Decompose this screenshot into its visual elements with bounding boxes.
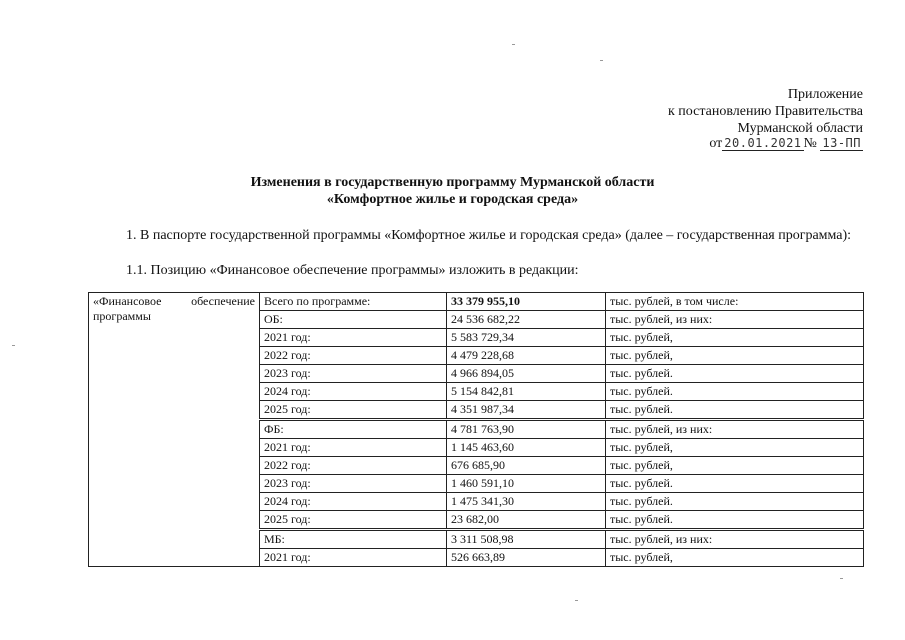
scan-speck (840, 578, 843, 579)
financing-row (89, 293, 864, 311)
source-year-cell: 2024 год: (260, 383, 447, 401)
unit-cell: тыс. рублей. (606, 365, 864, 383)
unit-cell: тыс. рублей, из них: (606, 530, 864, 549)
unit-cell: тыс. рублей, (606, 549, 864, 567)
appendix-block (668, 86, 863, 137)
appendix-line: Мурманской области (737, 121, 863, 136)
unit-cell: тыс. рублей, из них: (606, 311, 864, 329)
amount-cell: 4 966 894,05 (447, 365, 606, 383)
source-year-cell: 2021 год: (260, 439, 447, 457)
title-line: Изменения в государственную программу Мурманской области (250, 175, 655, 190)
source-year-cell: 2021 год: (260, 549, 447, 567)
unit-cell: тыс. рублей. (606, 493, 864, 511)
source-year-cell: МБ: (260, 530, 447, 549)
amount-cell: 1 145 463,60 (447, 439, 606, 457)
source-year-cell: 2021 год: (260, 329, 447, 347)
paragraph-1: 1. В паспорте государственной программы «Комфортное жилье и городская среда» (далее – государственная программа): (126, 228, 852, 243)
unit-cell: тыс. рублей, (606, 329, 864, 347)
number-prefix: № (803, 136, 817, 151)
date-value: 20.01.2021 (724, 136, 802, 150)
scan-speck (600, 60, 603, 61)
scan-speck (512, 44, 515, 45)
amount-cell: 4 781 763,90 (447, 420, 606, 439)
position-label: «Финансовое обеспечение программы (89, 293, 260, 567)
amount-cell: 33 379 955,10 (447, 293, 606, 311)
amount-cell: 4 479 228,68 (447, 347, 606, 365)
source-year-cell: 2025 год: (260, 401, 447, 420)
amount-cell: 1 475 341,30 (447, 493, 606, 511)
document-title (0, 174, 905, 208)
unit-cell: тыс. рублей, (606, 439, 864, 457)
date-prefix: от (709, 136, 723, 151)
unit-cell: тыс. рублей, (606, 347, 864, 365)
amount-cell: 526 663,89 (447, 549, 606, 567)
scan-speck (575, 600, 578, 601)
paragraph-1-1: 1.1. Позицию «Финансовое обеспечение программы» изложить в редакции: (126, 263, 579, 278)
unit-cell: тыс. рублей. (606, 475, 864, 493)
number-value: 13-ПП (822, 136, 861, 150)
source-year-cell: ОБ: (260, 311, 447, 329)
unit-cell: тыс. рублей. (606, 511, 864, 530)
source-year-cell: 2023 год: (260, 475, 447, 493)
unit-cell: тыс. рублей. (606, 383, 864, 401)
source-year-cell: 2023 год: (260, 365, 447, 383)
appendix-line: к постановлению Правительства (667, 104, 863, 119)
decree-date-number (709, 136, 863, 154)
amount-cell: 5 583 729,34 (447, 329, 606, 347)
financing-table-body (89, 293, 864, 567)
source-year-cell: 2024 год: (260, 493, 447, 511)
financing-table (88, 292, 864, 567)
amount-cell: 1 460 591,10 (447, 475, 606, 493)
amount-cell: 676 685,90 (447, 457, 606, 475)
source-year-cell: 2025 год: (260, 511, 447, 530)
title-line: «Комфортное жилье и городская среда» (326, 192, 579, 207)
unit-cell: тыс. рублей, в том числе: (606, 293, 864, 311)
amount-cell: 5 154 842,81 (447, 383, 606, 401)
source-year-cell: Всего по программе: (260, 293, 447, 311)
scan-speck (12, 345, 15, 346)
unit-cell: тыс. рублей, (606, 457, 864, 475)
amount-cell: 24 536 682,22 (447, 311, 606, 329)
amount-cell: 23 682,00 (447, 511, 606, 530)
amount-cell: 4 351 987,34 (447, 401, 606, 420)
appendix-line: Приложение (787, 87, 863, 102)
source-year-cell: 2022 год: (260, 347, 447, 365)
amount-cell: 3 311 508,98 (447, 530, 606, 549)
source-year-cell: ФБ: (260, 420, 447, 439)
unit-cell: тыс. рублей. (606, 401, 864, 420)
source-year-cell: 2022 год: (260, 457, 447, 475)
unit-cell: тыс. рублей, из них: (606, 420, 864, 439)
